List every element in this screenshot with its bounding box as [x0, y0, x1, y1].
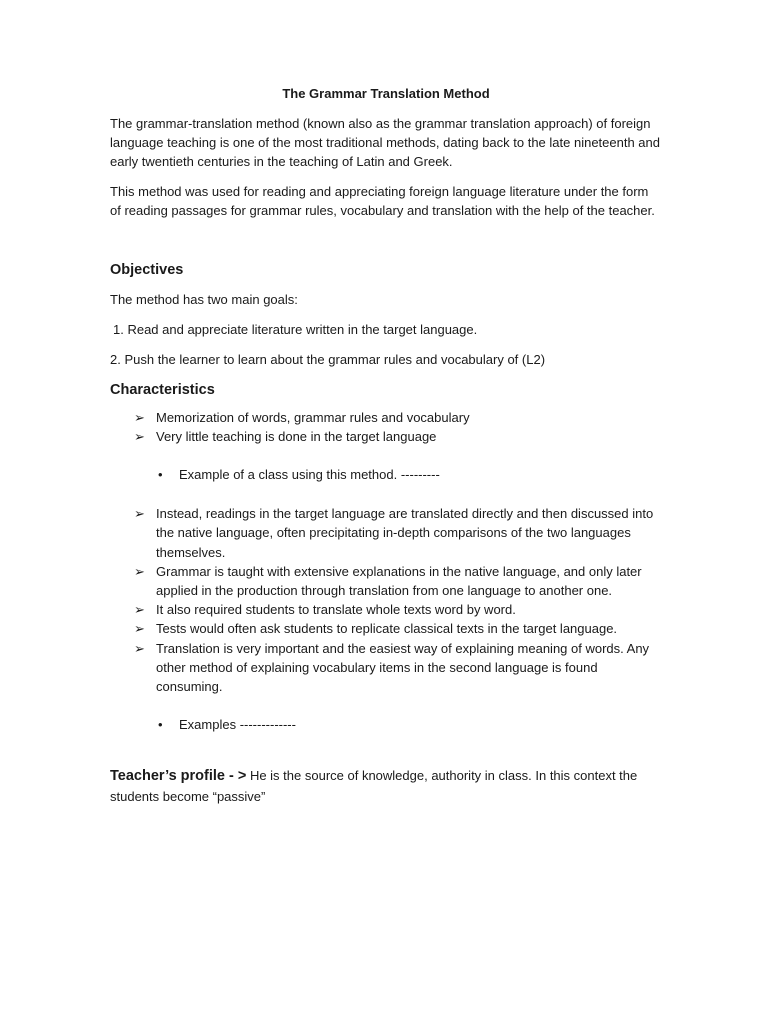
list-item-text: Memorization of words, grammar rules and vocabulary [156, 409, 470, 425]
teacher-profile-text: He is the source of knowledge, authority in class. In this context the students become “passive” [110, 768, 638, 804]
objective-goal-2: 2. Push the learner to learn about the grammar rules and vocabulary of (L2) [110, 352, 546, 368]
arrow-bullet-icon: ➢ [134, 621, 145, 637]
document-page [110, 84, 662, 806]
teacher-profile-label: Teacher’s profile - > [110, 768, 247, 785]
objectives-intro: The method has two main goals: [110, 292, 298, 308]
list-item-text: Tests would often ask students to replicate classical texts in the target language. [156, 621, 618, 637]
example-text: Examples ------------- [179, 717, 296, 733]
dot-bullet-icon: • [158, 467, 163, 483]
arrow-bullet-icon: ➢ [134, 409, 145, 425]
arrow-bullet-icon: ➢ [134, 602, 145, 618]
list-item [110, 504, 662, 562]
intro-paragraph-1: The grammar-translation method (known also as the grammar translation approach) of foreign language teaching is one of the most traditional methods, dating back to the late nineteenth and early twentieth centuries in the teaching of Latin and Greek. [110, 116, 660, 170]
intro-paragraph-2: This method was used for reading and appreciating foreign language literature under the form of reading passages for grammar rules, vocabulary and translation with the help of the teacher. [110, 183, 655, 218]
document-title: The Grammar Translation Method [282, 86, 490, 101]
arrow-bullet-icon: ➢ [134, 563, 145, 579]
list-item [110, 427, 662, 446]
list-item-text: Grammar is taught with extensive explanations in the native language, and only later applied in the production through translation from one language to another one. [156, 563, 642, 599]
objective-goal-1: 1. Read and appreciate literature written in the target language. [113, 322, 478, 338]
list-item [110, 639, 662, 697]
list-item-text: It also required students to translate whole texts word by word. [156, 602, 516, 618]
list-item-text: Instead, readings in the target language are translated directly and then discussed into the native language, often precipitating in-depth comparisons of the two languages themselves. [156, 506, 654, 560]
list-item [110, 619, 662, 638]
dot-bullet-icon: • [158, 717, 163, 733]
example-text: Example of a class using this method. --------- [179, 467, 440, 483]
objectives-heading: Objectives [110, 262, 184, 279]
example-item-2 [110, 715, 662, 734]
arrow-bullet-icon: ➢ [134, 640, 145, 656]
characteristics-heading: Characteristics [110, 381, 215, 398]
teacher-profile [110, 766, 662, 805]
characteristics-list-2 [110, 504, 662, 696]
arrow-bullet-icon: ➢ [134, 506, 145, 522]
example-item-1 [110, 465, 662, 484]
list-item [110, 600, 662, 619]
characteristics-list-1 [110, 408, 662, 446]
arrow-bullet-icon: ➢ [134, 428, 145, 444]
list-item-text: Translation is very important and the easiest way of explaining meaning of words. Any other method of explaining vocabulary items in the second language is found consuming. [156, 640, 650, 695]
list-item-text: Very little teaching is done in the target language [156, 428, 437, 444]
list-item [110, 562, 662, 600]
list-item [110, 408, 662, 427]
